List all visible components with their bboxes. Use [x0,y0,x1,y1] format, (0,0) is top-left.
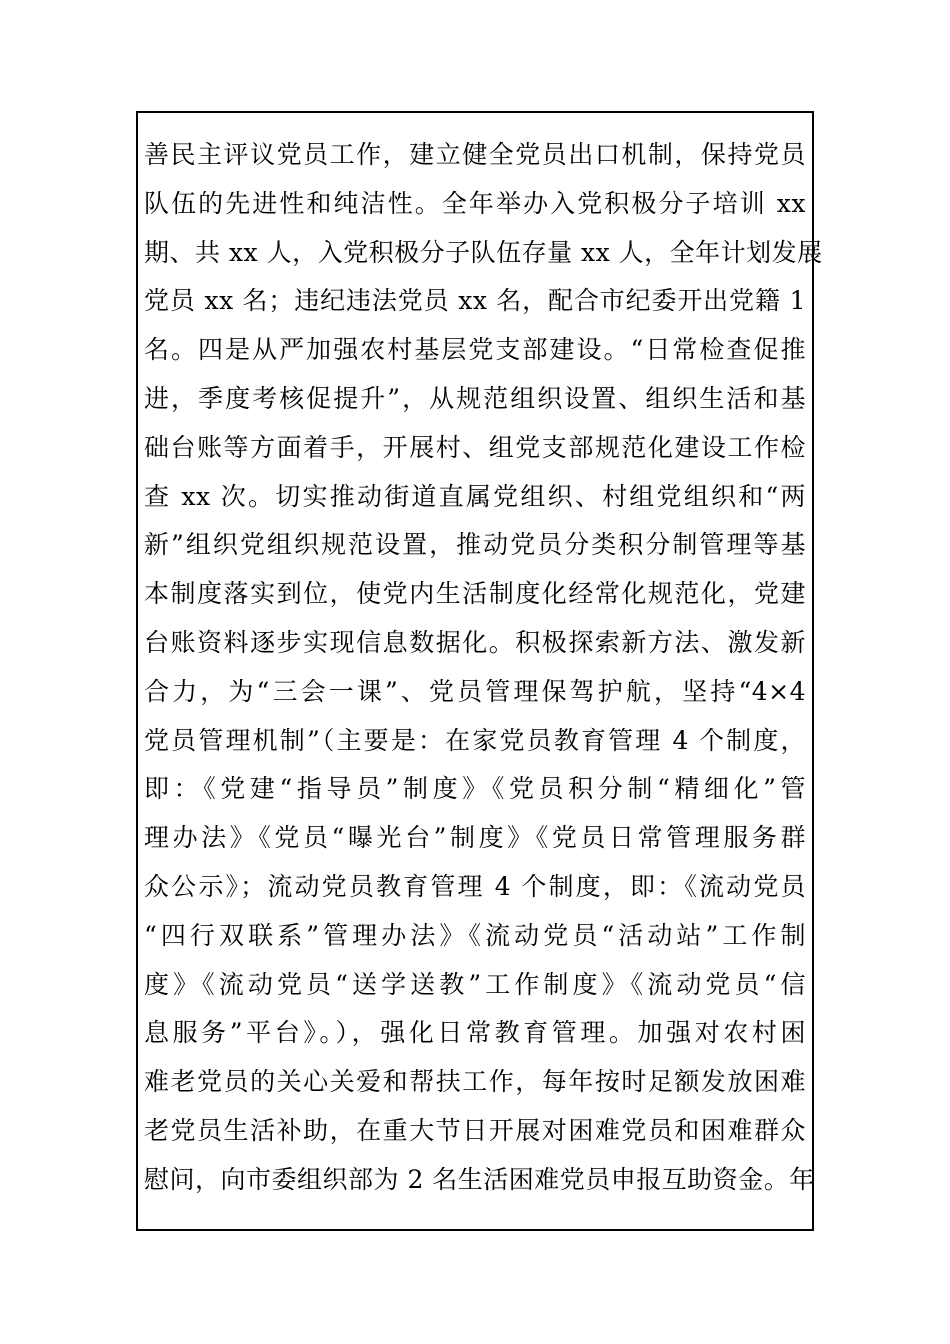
text-line: 期、共 xx 人，入党积极分子队伍存量 xx 人，全年计划发展 [144,237,823,267]
text-line: 合力，为“三会一课”、党员管理保驾护航，坚持“4×4 [144,676,806,706]
text-line: 进，季度考核促提升”，从规范组织设置、组织生活和基 [144,383,806,413]
text-line: 理办法》《党员“曝光台”制度》《党员日常管理服务群 [144,823,806,853]
text-line: 党员管理机制”（主要是：在家党员教育管理 4 个制度， [144,725,806,755]
text-line: 本制度落实到位，使党内生活制度化经常化规范化，党建 [144,579,806,609]
text-line: 老党员生活补助，在重大节日开展对困难党员和困难群众 [144,1115,806,1145]
text-line: 度》《流动党员“送学送教”工作制度》《流动党员“信 [144,969,806,999]
document-frame [136,111,823,1231]
text-line: 息服务”平台》。），强化日常教育管理。加强对农村困 [144,1018,806,1048]
text-line: 队伍的先进性和纯洁性。全年举办入党积极分子培训 xx [144,188,806,218]
text-line: “四行双联系”管理办法》《流动党员“活动站”工作制 [144,920,806,950]
text-line: 名。四是从严加强农村基层党支部建设。“日常检查促推 [144,335,806,365]
text-line: 众公示》；流动党员教育管理 4 个制度，即：《流动党员 [144,871,806,901]
text-line: 台账资料逐步实现信息数据化。积极探索新方法、激发新 [144,627,806,657]
text-line: 慰问，向市委组织部为 2 名生活困难党员申报互助资金。年 [144,1164,815,1194]
text-line: 党员 xx 名；违纪违法党员 xx 名，配合市纪委开出党籍 1 [144,286,806,316]
text-line: 即：《党建“指导员”制度》《党员积分制“精细化”管 [144,774,806,804]
document-body [144,131,823,1205]
text-line: 难老党员的关心关爱和帮扶工作，每年按时足额发放困难 [144,1067,806,1097]
text-line: 新”组织党组织规范设置，推动党员分类积分制管理等基 [144,530,806,560]
text-line: 善民主评议党员工作，建立健全党员出口机制，保持党员 [144,140,806,169]
text-line: 础台账等方面着手，开展村、组党支部规范化建设工作检 [144,432,806,462]
text-line: 查 xx 次。切实推动街道直属党组织、村组党组织和“两 [144,481,806,511]
